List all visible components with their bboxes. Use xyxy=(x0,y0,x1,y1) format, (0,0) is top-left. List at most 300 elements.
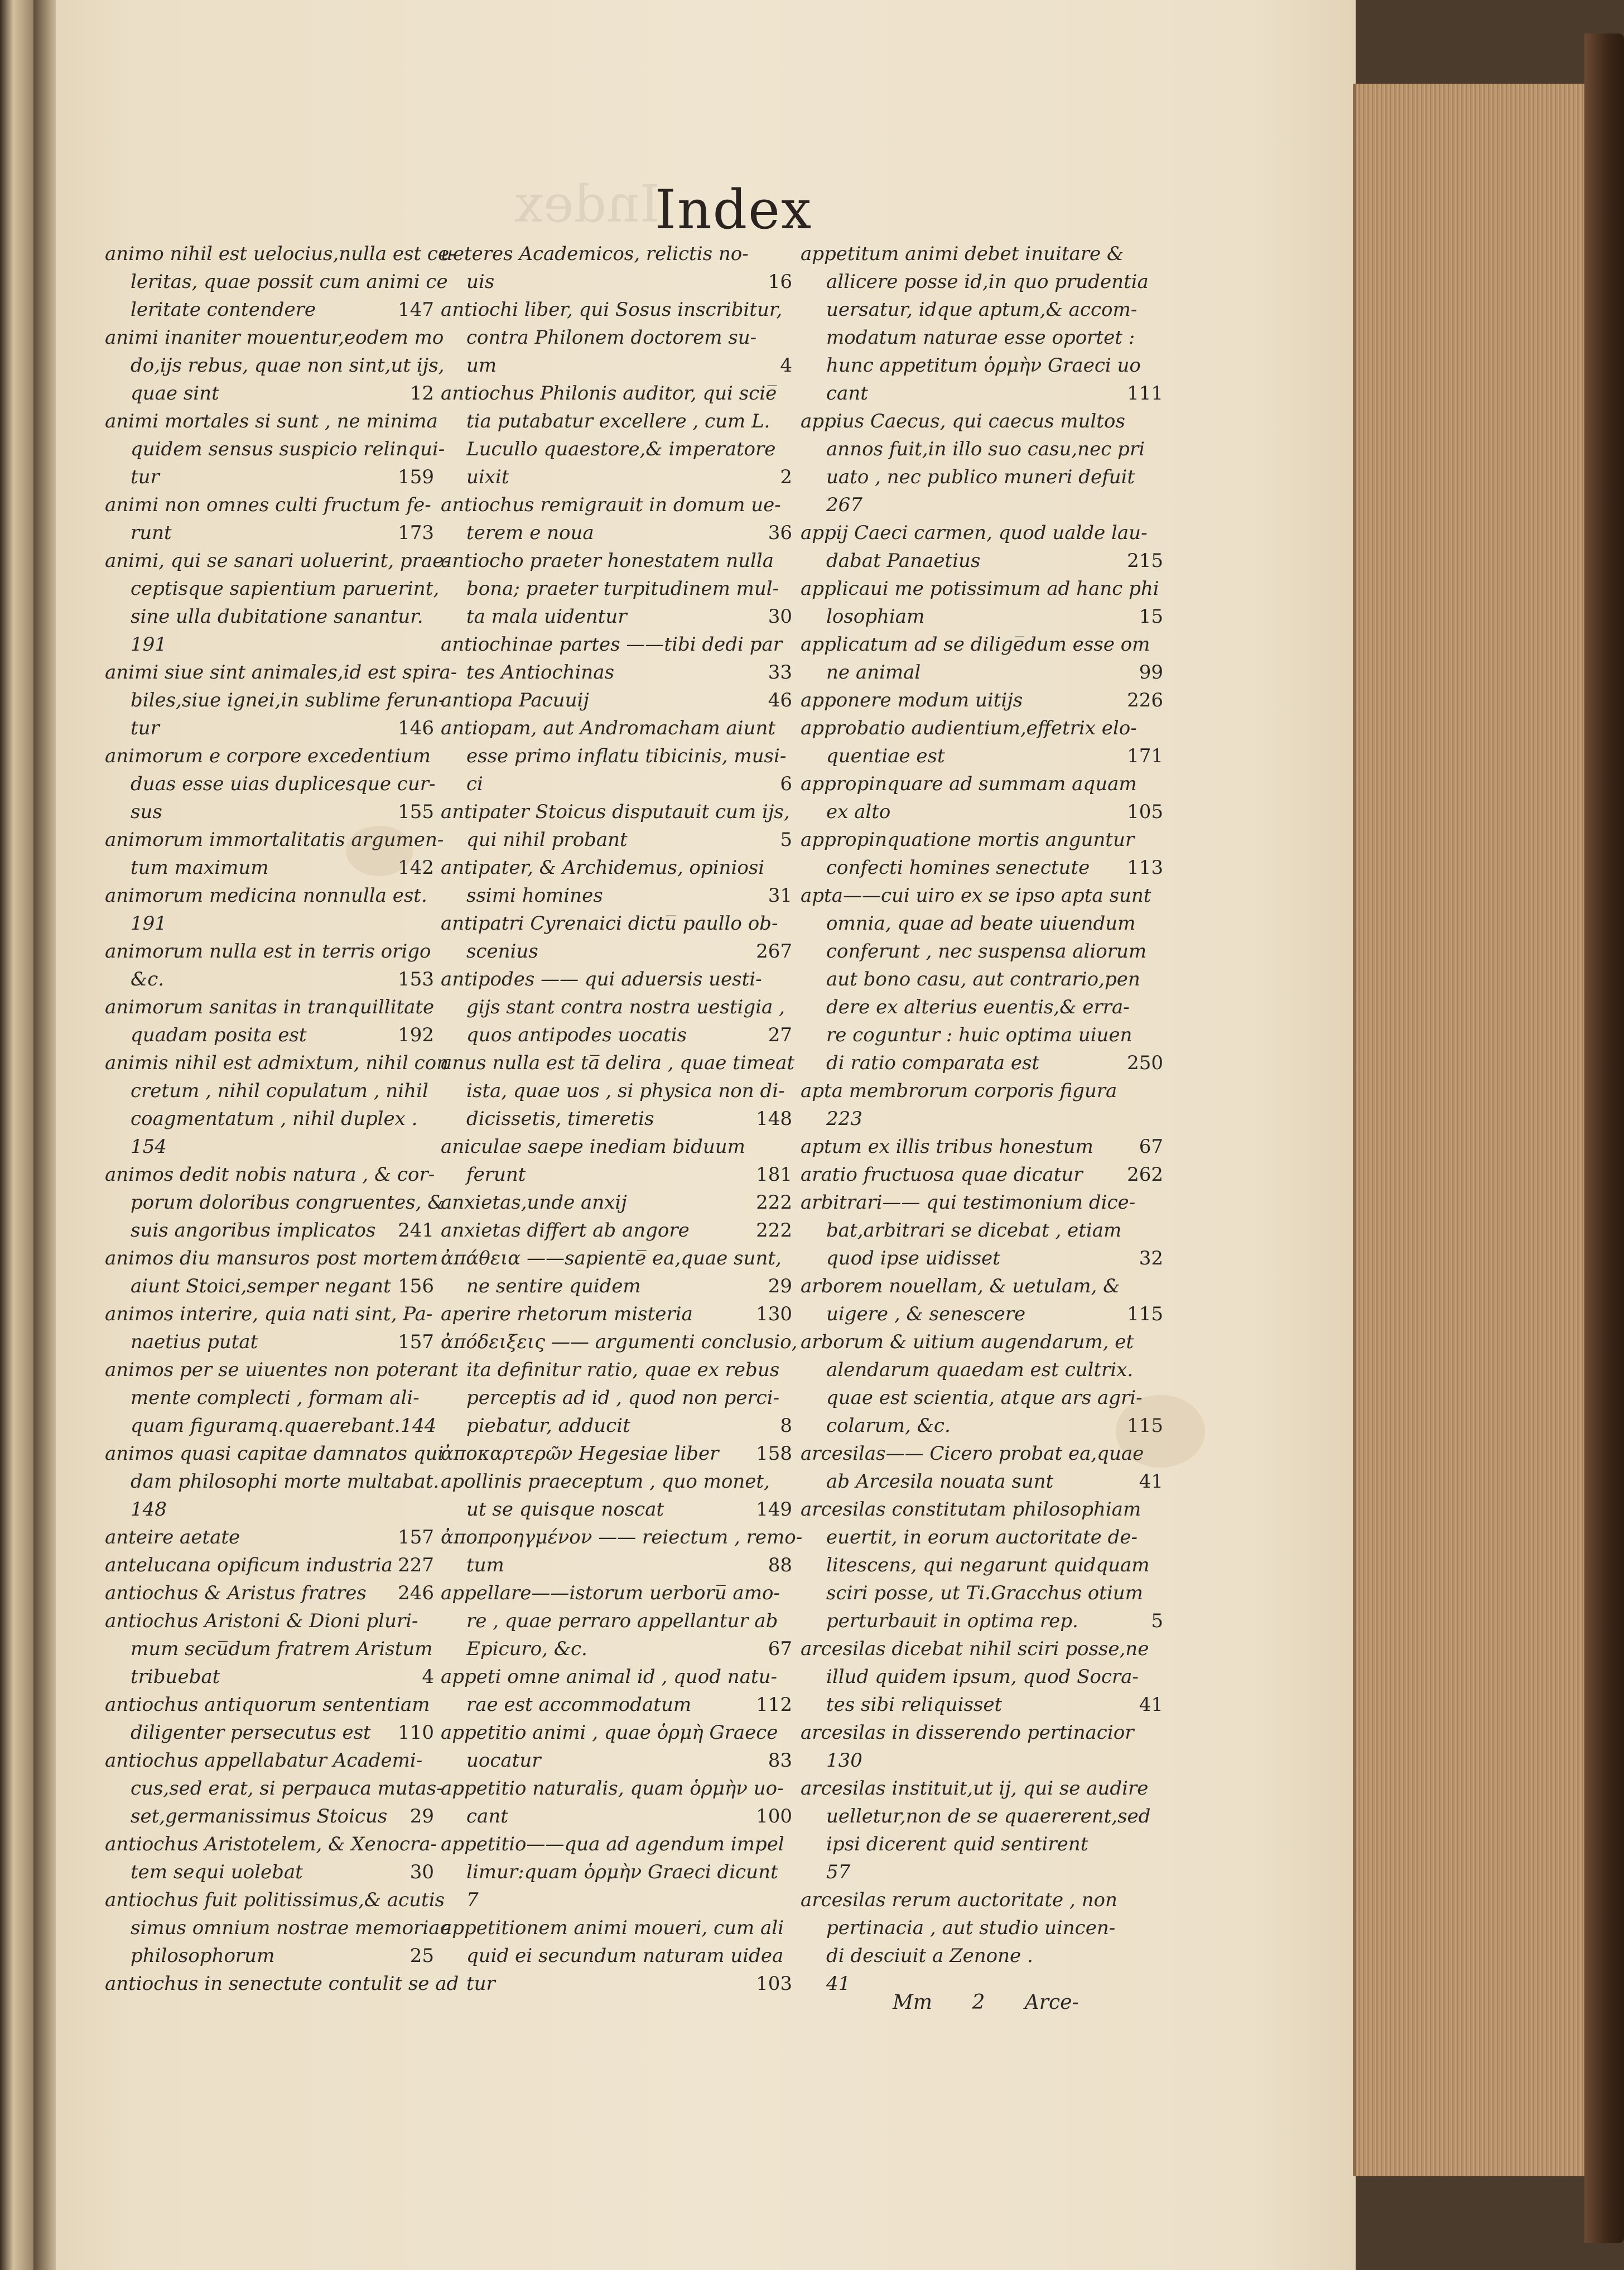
index-entry xyxy=(441,1523,803,1579)
entry-continuation-line xyxy=(441,268,792,296)
entry-continuation-line xyxy=(441,1942,792,1970)
entry-continuation-line xyxy=(801,603,1163,631)
page-reference: 153 xyxy=(398,968,434,990)
page-reference: 147 xyxy=(398,299,434,321)
entry-text: animorum nulla est in terris origo xyxy=(105,940,431,963)
entry-text: arcesilas—— Cicero probat ea,quae xyxy=(801,1442,1144,1465)
entry-headword-line xyxy=(105,1440,444,1468)
entry-text: uelletur,non de se quaererent,sed xyxy=(826,1805,1151,1827)
entry-continuation-line xyxy=(105,1663,434,1691)
index-entry xyxy=(105,1356,459,1440)
entry-text: sciri posse, ut Ti.Gracchus otium xyxy=(826,1582,1143,1604)
entry-continuation-line xyxy=(105,631,434,658)
entry-text: ut se quisque noscat xyxy=(466,1498,664,1521)
index-entry xyxy=(801,770,1163,826)
entry-continuation-line xyxy=(801,1049,1163,1077)
entry-text: hunc appetitum ὁρμὴν Graeci uo xyxy=(826,354,1141,377)
entry-continuation-line xyxy=(441,742,792,770)
entry-continuation-line xyxy=(441,1691,792,1719)
entry-text: arborem nouellam, & uetulam, & xyxy=(801,1275,1120,1297)
page-reference: 181 xyxy=(756,1163,792,1186)
entry-text: piebatur, adducit xyxy=(466,1415,630,1437)
entry-text: animi mortales si sunt , ne minima xyxy=(105,410,438,432)
entry-text: contra Philonem doctorem su- xyxy=(466,326,757,349)
entry-text: quos antipodes uocatis xyxy=(466,1024,687,1046)
entry-text: tur xyxy=(131,466,160,488)
entry-text: Lucullo quaestore,& imperatore xyxy=(466,438,776,460)
entry-text: appius Caecus, qui caecus multos xyxy=(801,410,1125,432)
entry-text: sine ulla dubitatione sanantur. xyxy=(131,605,423,628)
entry-text: ab Arcesila nouata sunt xyxy=(826,1470,1054,1493)
entry-text: uocatur xyxy=(466,1749,541,1772)
entry-text: appetitio animi , quae ὁρμὴ Graece xyxy=(441,1721,778,1744)
entry-continuation-line xyxy=(801,1607,1163,1635)
entry-continuation-line xyxy=(105,1942,434,1970)
entry-text: appropinquatione mortis anguntur xyxy=(801,829,1135,851)
entry-text: dicissetis, timeretis xyxy=(466,1108,654,1130)
entry-text: arcesilas in disserendo pertinacior xyxy=(801,1721,1134,1744)
entry-headword-line xyxy=(801,1886,1163,1914)
entry-text: sus xyxy=(131,801,162,823)
entry-text: arcesilas dicebat nihil sciri posse,ne xyxy=(801,1638,1149,1660)
entry-text: omnia, quae ad beate uiuendum xyxy=(826,912,1136,935)
page-reference: 5 xyxy=(780,829,792,851)
entry-text: antiopam, aut Andromacham aiunt xyxy=(441,717,776,739)
entry-headword-line xyxy=(441,1216,792,1244)
entry-headword-line xyxy=(441,379,792,407)
page-reference: 6 xyxy=(780,773,792,795)
index-entry xyxy=(801,240,1163,407)
entry-text: 154 xyxy=(131,1136,167,1158)
entry-continuation-line xyxy=(105,1105,434,1133)
entry-continuation-line xyxy=(441,882,792,910)
index-entry xyxy=(801,519,1163,575)
entry-headword-line xyxy=(801,770,1163,798)
entry-text: euertit, in eorum auctoritate de- xyxy=(826,1526,1138,1548)
entry-text: modatum naturae esse oportet : xyxy=(826,326,1135,349)
entry-continuation-line xyxy=(441,1635,792,1663)
entry-continuation-line xyxy=(441,324,792,352)
entry-text: antiochinae partes ——tibi dedi par xyxy=(441,633,783,656)
entry-continuation-line xyxy=(801,463,1163,491)
entry-headword-line xyxy=(441,1663,792,1691)
index-entry xyxy=(801,1161,1163,1189)
entry-continuation-line xyxy=(105,1412,437,1440)
entry-continuation-line xyxy=(801,1523,1163,1551)
index-entry xyxy=(441,1244,792,1300)
entry-text: appeti omne animal id , quod natu- xyxy=(441,1666,778,1688)
index-column-3 xyxy=(801,240,1163,1998)
entry-headword-line xyxy=(801,1077,1163,1105)
index-entry xyxy=(105,1579,434,1607)
entry-text: Epicuro, &c. xyxy=(466,1638,587,1660)
index-entry xyxy=(441,296,792,379)
entry-text: uis xyxy=(466,271,495,293)
index-entry xyxy=(801,1719,1163,1774)
page-reference: 25 xyxy=(409,1945,434,1967)
entry-continuation-line xyxy=(105,575,440,603)
entry-text: um xyxy=(466,354,497,377)
entry-text: perceptis ad id , quod non perci- xyxy=(466,1387,780,1409)
entry-continuation-line xyxy=(105,714,434,742)
entry-continuation-line xyxy=(105,1495,434,1523)
index-entry xyxy=(801,1774,1163,1886)
index-entry xyxy=(105,1607,434,1691)
entry-text: aperire rhetorum misteria xyxy=(441,1303,693,1325)
page-reference: 250 xyxy=(1127,1052,1163,1074)
page-reference: 158 xyxy=(756,1442,792,1465)
entry-text: mum secu̅dum fratrem Aristum xyxy=(131,1638,433,1660)
index-entry xyxy=(105,993,434,1049)
index-entry xyxy=(105,1244,438,1300)
entry-headword-line xyxy=(105,1886,445,1914)
entry-continuation-line xyxy=(441,1886,792,1914)
entry-continuation-line xyxy=(105,1914,451,1942)
entry-continuation-line xyxy=(801,854,1163,882)
entry-text: set,germanissimus Stoicus xyxy=(131,1805,388,1827)
entry-text: tribuebat xyxy=(131,1666,220,1688)
entry-headword-line xyxy=(801,826,1163,854)
entry-text: antiochus remigrauit in domum ue- xyxy=(441,494,781,516)
entry-text: antipatri Cyrenaici dictu̅ paullo ob- xyxy=(441,912,778,935)
entry-text: anxietas,unde anxij xyxy=(441,1191,627,1214)
entry-text: appropinquare ad summam aquam xyxy=(801,773,1137,795)
entry-text: quentiae est xyxy=(826,745,945,767)
entry-text: ceptisque sapientium paruerint, xyxy=(131,578,440,600)
entry-headword-line xyxy=(801,407,1163,435)
entry-text: limur:quam ὁρμὴν Graeci dicunt xyxy=(466,1861,778,1883)
index-entry xyxy=(105,1440,444,1523)
entry-text: animi siue sint animales,id est spira- xyxy=(105,661,457,684)
entry-headword-line xyxy=(105,1691,434,1719)
index-entry xyxy=(105,1523,434,1551)
entry-continuation-line xyxy=(441,1495,792,1523)
entry-text: 130 xyxy=(826,1749,862,1772)
index-entry xyxy=(801,631,1163,686)
page-reference: 31 xyxy=(768,884,792,907)
entry-text: ipsi dicerent quid sentirent xyxy=(826,1833,1088,1855)
entry-headword-line xyxy=(105,1970,459,1998)
entry-headword-line xyxy=(105,1551,434,1579)
signature-mark: Mm xyxy=(893,1991,932,2014)
page-reference: 267 xyxy=(756,940,792,963)
page-reference: 27 xyxy=(768,1024,792,1046)
entry-continuation-line xyxy=(801,352,1163,379)
entry-headword-line xyxy=(105,240,456,268)
page-reference: 2 xyxy=(780,466,792,488)
index-entry xyxy=(105,1970,459,1998)
entry-text: bona; praeter turpitudinem mul- xyxy=(466,578,779,600)
entry-text: tes Antiochinas xyxy=(466,661,614,684)
entry-headword-line xyxy=(441,798,792,826)
page-reference: 30 xyxy=(768,605,792,628)
entry-text: animorum e corpore excedentium xyxy=(105,745,431,767)
index-entry xyxy=(441,1774,792,1830)
page-reference: 67 xyxy=(768,1638,792,1660)
entry-continuation-line xyxy=(105,686,445,714)
entry-headword-line xyxy=(105,547,450,575)
entry-headword-line xyxy=(105,658,457,686)
entry-text: antiochus fuit politissimus,& acutis xyxy=(105,1889,445,1911)
entry-headword-line xyxy=(105,491,434,519)
page-reference: 100 xyxy=(756,1805,792,1827)
index-entry xyxy=(105,882,434,937)
index-entry xyxy=(801,882,1163,1077)
page-reference: 262 xyxy=(1127,1163,1163,1186)
entry-text: runt xyxy=(131,522,172,544)
entry-text: apta membrorum corporis figura xyxy=(801,1080,1117,1102)
entry-headword-line xyxy=(441,714,792,742)
page-reference: 29 xyxy=(768,1275,792,1297)
entry-text: uixit xyxy=(466,466,509,488)
page-reference: 36 xyxy=(768,522,792,544)
entry-headword-line xyxy=(801,1774,1163,1802)
page-reference: 157 xyxy=(398,1331,434,1353)
page-reference: 8 xyxy=(780,1415,792,1437)
entry-text: pertinacia , aut studio uincen- xyxy=(826,1917,1116,1939)
entry-continuation-line xyxy=(105,1635,434,1663)
index-entry xyxy=(105,1691,434,1747)
page-reference: 215 xyxy=(1127,550,1163,572)
entry-text: antiochus appellabatur Academi- xyxy=(105,1749,423,1772)
entry-text: allicere posse id,in quo prudentia xyxy=(826,271,1149,293)
index-entry xyxy=(801,826,1163,882)
index-entry xyxy=(105,1551,434,1579)
page-reference: 111 xyxy=(1127,382,1163,405)
index-entry xyxy=(105,742,434,826)
entry-continuation-line xyxy=(441,1607,792,1635)
index-entry xyxy=(105,1886,451,1970)
entry-text: ta mala uidentur xyxy=(466,605,627,628)
entry-text: ne animal xyxy=(826,661,921,684)
entry-continuation-line xyxy=(441,1551,792,1579)
entry-text: antelucana opificum industria xyxy=(105,1554,393,1576)
entry-text: animos dedit nobis natura , & cor- xyxy=(105,1163,435,1186)
entry-continuation-line xyxy=(801,937,1163,965)
entry-text: ne sentire quidem xyxy=(466,1275,641,1297)
entry-text: arborum & uitium augendarum, et xyxy=(801,1331,1134,1353)
entry-continuation-line xyxy=(801,1942,1163,1970)
entry-text: apponere modum uitijs xyxy=(801,689,1023,711)
entry-headword-line xyxy=(801,1495,1163,1523)
entry-text: 191 xyxy=(131,912,167,935)
entry-continuation-line xyxy=(441,575,792,603)
page-reference: 29 xyxy=(409,1805,434,1827)
entry-text: 267 xyxy=(826,494,862,516)
entry-text: tes sibi reliquisset xyxy=(826,1694,1003,1716)
entry-headword-line xyxy=(441,1300,792,1328)
entry-text: apollinis praeceptum , quo monet, xyxy=(441,1470,770,1493)
page-reference: 149 xyxy=(756,1498,792,1521)
entry-continuation-line xyxy=(801,1105,1163,1133)
entry-headword-line xyxy=(801,1719,1163,1747)
entry-headword-line xyxy=(441,1189,792,1216)
index-entry xyxy=(441,547,792,631)
entry-headword-line xyxy=(105,1523,434,1551)
entry-continuation-line xyxy=(441,1105,792,1133)
index-entry xyxy=(105,1830,437,1886)
entry-text: tia putabatur excellere , cum L. xyxy=(466,410,770,432)
entry-text: esse primo inflatu tibicinis, musi- xyxy=(466,745,787,767)
page-reference: 227 xyxy=(398,1554,434,1576)
page-reference: 4 xyxy=(422,1666,434,1688)
entry-text: ἀπόδειξεις —— argumenti conclusio, xyxy=(441,1331,798,1353)
entry-text: leritate contendere xyxy=(131,299,316,321)
entry-continuation-line xyxy=(801,547,1163,575)
entry-continuation-line xyxy=(105,798,434,826)
entry-continuation-line xyxy=(801,1663,1163,1691)
entry-text: naetius putat xyxy=(131,1331,258,1353)
index-entry xyxy=(441,240,792,296)
entry-text: antiochus Aristoni & Dioni pluri- xyxy=(105,1610,418,1632)
entry-headword-line xyxy=(105,1300,434,1328)
index-entry xyxy=(441,1719,792,1774)
entry-continuation-line xyxy=(801,1914,1163,1942)
entry-text: 191 xyxy=(131,633,167,656)
index-entry xyxy=(441,714,792,798)
entry-text: antiochus Philonis auditor, qui scie̅ xyxy=(441,382,777,405)
page-reference: 103 xyxy=(756,1973,792,1995)
entry-text: ssimi homines xyxy=(466,884,603,907)
index-entry xyxy=(801,1189,1163,1272)
entry-text: applicatum ad se dilige̅dum esse om xyxy=(801,633,1150,656)
entry-text: ferunt xyxy=(466,1163,526,1186)
entry-text: approbatio audientium,effetrix elo- xyxy=(801,717,1137,739)
entry-text: anxietas differt ab angore xyxy=(441,1219,690,1242)
index-entry xyxy=(105,324,445,407)
index-entry xyxy=(105,937,434,993)
entry-headword-line xyxy=(441,965,792,993)
entry-text: anus nulla est ta̅ delira , quae timeat xyxy=(441,1052,794,1074)
entry-continuation-line xyxy=(801,1747,1163,1774)
entry-text: ueteres Academicos, relictis no- xyxy=(441,243,749,265)
entry-headword-line xyxy=(105,324,444,352)
entry-text: ἀπάθεια ——sapiente̅ ea,quae sunt, xyxy=(441,1247,782,1269)
entry-text: re , quae perraro appellantur ab xyxy=(466,1610,778,1632)
entry-text: terem e noua xyxy=(466,522,594,544)
index-entry xyxy=(801,1495,1163,1635)
entry-continuation-line xyxy=(801,1579,1163,1607)
index-entry xyxy=(441,854,792,910)
index-entry xyxy=(801,1328,1163,1440)
entry-text: arcesilas instituit,ut ij, qui se audire xyxy=(801,1777,1149,1800)
index-entry xyxy=(801,1133,1163,1161)
entry-text: re coguntur : huic optima uiuen xyxy=(826,1024,1133,1046)
entry-continuation-line xyxy=(441,1858,792,1886)
entry-text: biles,siue ignei,in sublime ferun- xyxy=(131,689,445,711)
page-reference: 99 xyxy=(1139,661,1163,684)
page-reference: 16 xyxy=(768,271,792,293)
index-entry xyxy=(441,1830,792,1914)
entry-text: animorum medicina nonnulla est. xyxy=(105,884,427,907)
page-reference: 83 xyxy=(768,1749,792,1772)
page-reference: 173 xyxy=(398,522,434,544)
entry-text: tur xyxy=(466,1973,495,1995)
index-entry xyxy=(105,1049,449,1161)
entry-continuation-line xyxy=(441,603,792,631)
page-reference: 159 xyxy=(398,466,434,488)
page-reference: 146 xyxy=(398,717,434,739)
index-entry xyxy=(105,240,456,324)
page-reference: 226 xyxy=(1127,689,1163,711)
page-reference: 142 xyxy=(398,857,434,879)
entry-text: suis angoribus implicatos xyxy=(131,1219,376,1242)
page-reference: 110 xyxy=(398,1721,434,1744)
entry-continuation-line xyxy=(801,965,1163,993)
entry-continuation-line xyxy=(441,993,792,1021)
entry-text: animos quasi capitae damnatos qui xyxy=(105,1442,444,1465)
entry-text: animorum sanitas in tranquillitate xyxy=(105,996,435,1018)
page-reference: 112 xyxy=(756,1694,792,1716)
entry-continuation-line xyxy=(105,1468,440,1495)
entry-text: leritas, quae possit cum animi ce xyxy=(131,271,448,293)
entry-headword-line xyxy=(105,882,434,910)
index-page xyxy=(56,0,1356,2270)
entry-text: antipater Stoicus disputauit cum ijs, xyxy=(441,801,790,823)
entry-headword-line xyxy=(105,1161,434,1189)
entry-text: cant xyxy=(826,382,868,405)
entry-text: alendarum quaedam est cultrix. xyxy=(826,1359,1134,1381)
entry-continuation-line xyxy=(801,268,1163,296)
entry-text: appellare——istorum uerboru̅ amo- xyxy=(441,1582,780,1604)
entry-continuation-line xyxy=(105,519,434,547)
index-entry xyxy=(105,1300,434,1356)
entry-text: aniculae saepe inediam biduum xyxy=(441,1136,745,1158)
entry-continuation-line xyxy=(105,1077,434,1105)
entry-text: 223 xyxy=(826,1108,862,1130)
entry-continuation-line xyxy=(105,1021,434,1049)
entry-continuation-line xyxy=(441,519,792,547)
entry-headword-line xyxy=(105,993,434,1021)
entry-text: animos interire, quia nati sint, Pa- xyxy=(105,1303,433,1325)
entry-continuation-line xyxy=(105,603,434,631)
index-entry xyxy=(441,1468,792,1523)
page-reference: 246 xyxy=(398,1582,434,1604)
entry-text: conferunt , nec suspensa aliorum xyxy=(826,940,1147,963)
entry-continuation-line xyxy=(441,1272,792,1300)
page-reference: 30 xyxy=(409,1861,434,1883)
entry-headword-line xyxy=(441,1244,792,1272)
entry-headword-line xyxy=(801,1161,1163,1189)
entry-text: appetitionem animi moueri, cum ali xyxy=(441,1917,784,1939)
entry-text: quae sint xyxy=(131,382,219,405)
entry-text: rae est accommodatum xyxy=(466,1694,692,1716)
paper-stain xyxy=(346,826,413,876)
index-entry xyxy=(801,1635,1163,1719)
page-block-edge xyxy=(1353,84,1591,2176)
entry-text: 41 xyxy=(826,1973,851,1995)
index-entry xyxy=(801,686,1163,714)
entry-continuation-line xyxy=(801,1858,1163,1886)
entry-text: quae est scientia, atque ars agri- xyxy=(826,1387,1143,1409)
entry-continuation-line xyxy=(801,1356,1163,1384)
entry-text: &c. xyxy=(131,968,165,990)
index-entry xyxy=(801,1077,1163,1133)
entry-headword-line xyxy=(801,1133,1163,1161)
page-reference: 32 xyxy=(1139,1247,1163,1269)
page-reference: 12 xyxy=(409,382,434,405)
entry-continuation-line xyxy=(801,1021,1163,1049)
entry-text: ita definitur ratio, quae ex rebus xyxy=(466,1359,780,1381)
entry-text: di desciuit a Zenone . xyxy=(826,1945,1033,1967)
entry-headword-line xyxy=(441,240,792,268)
entry-continuation-line xyxy=(801,324,1163,352)
entry-continuation-line xyxy=(441,1412,792,1440)
entry-continuation-line xyxy=(105,1133,434,1161)
entry-text: antipodes —— qui aduersis uesti- xyxy=(441,968,762,990)
entry-continuation-line xyxy=(801,435,1163,463)
entry-text: tem sequi uolebat xyxy=(131,1861,303,1883)
